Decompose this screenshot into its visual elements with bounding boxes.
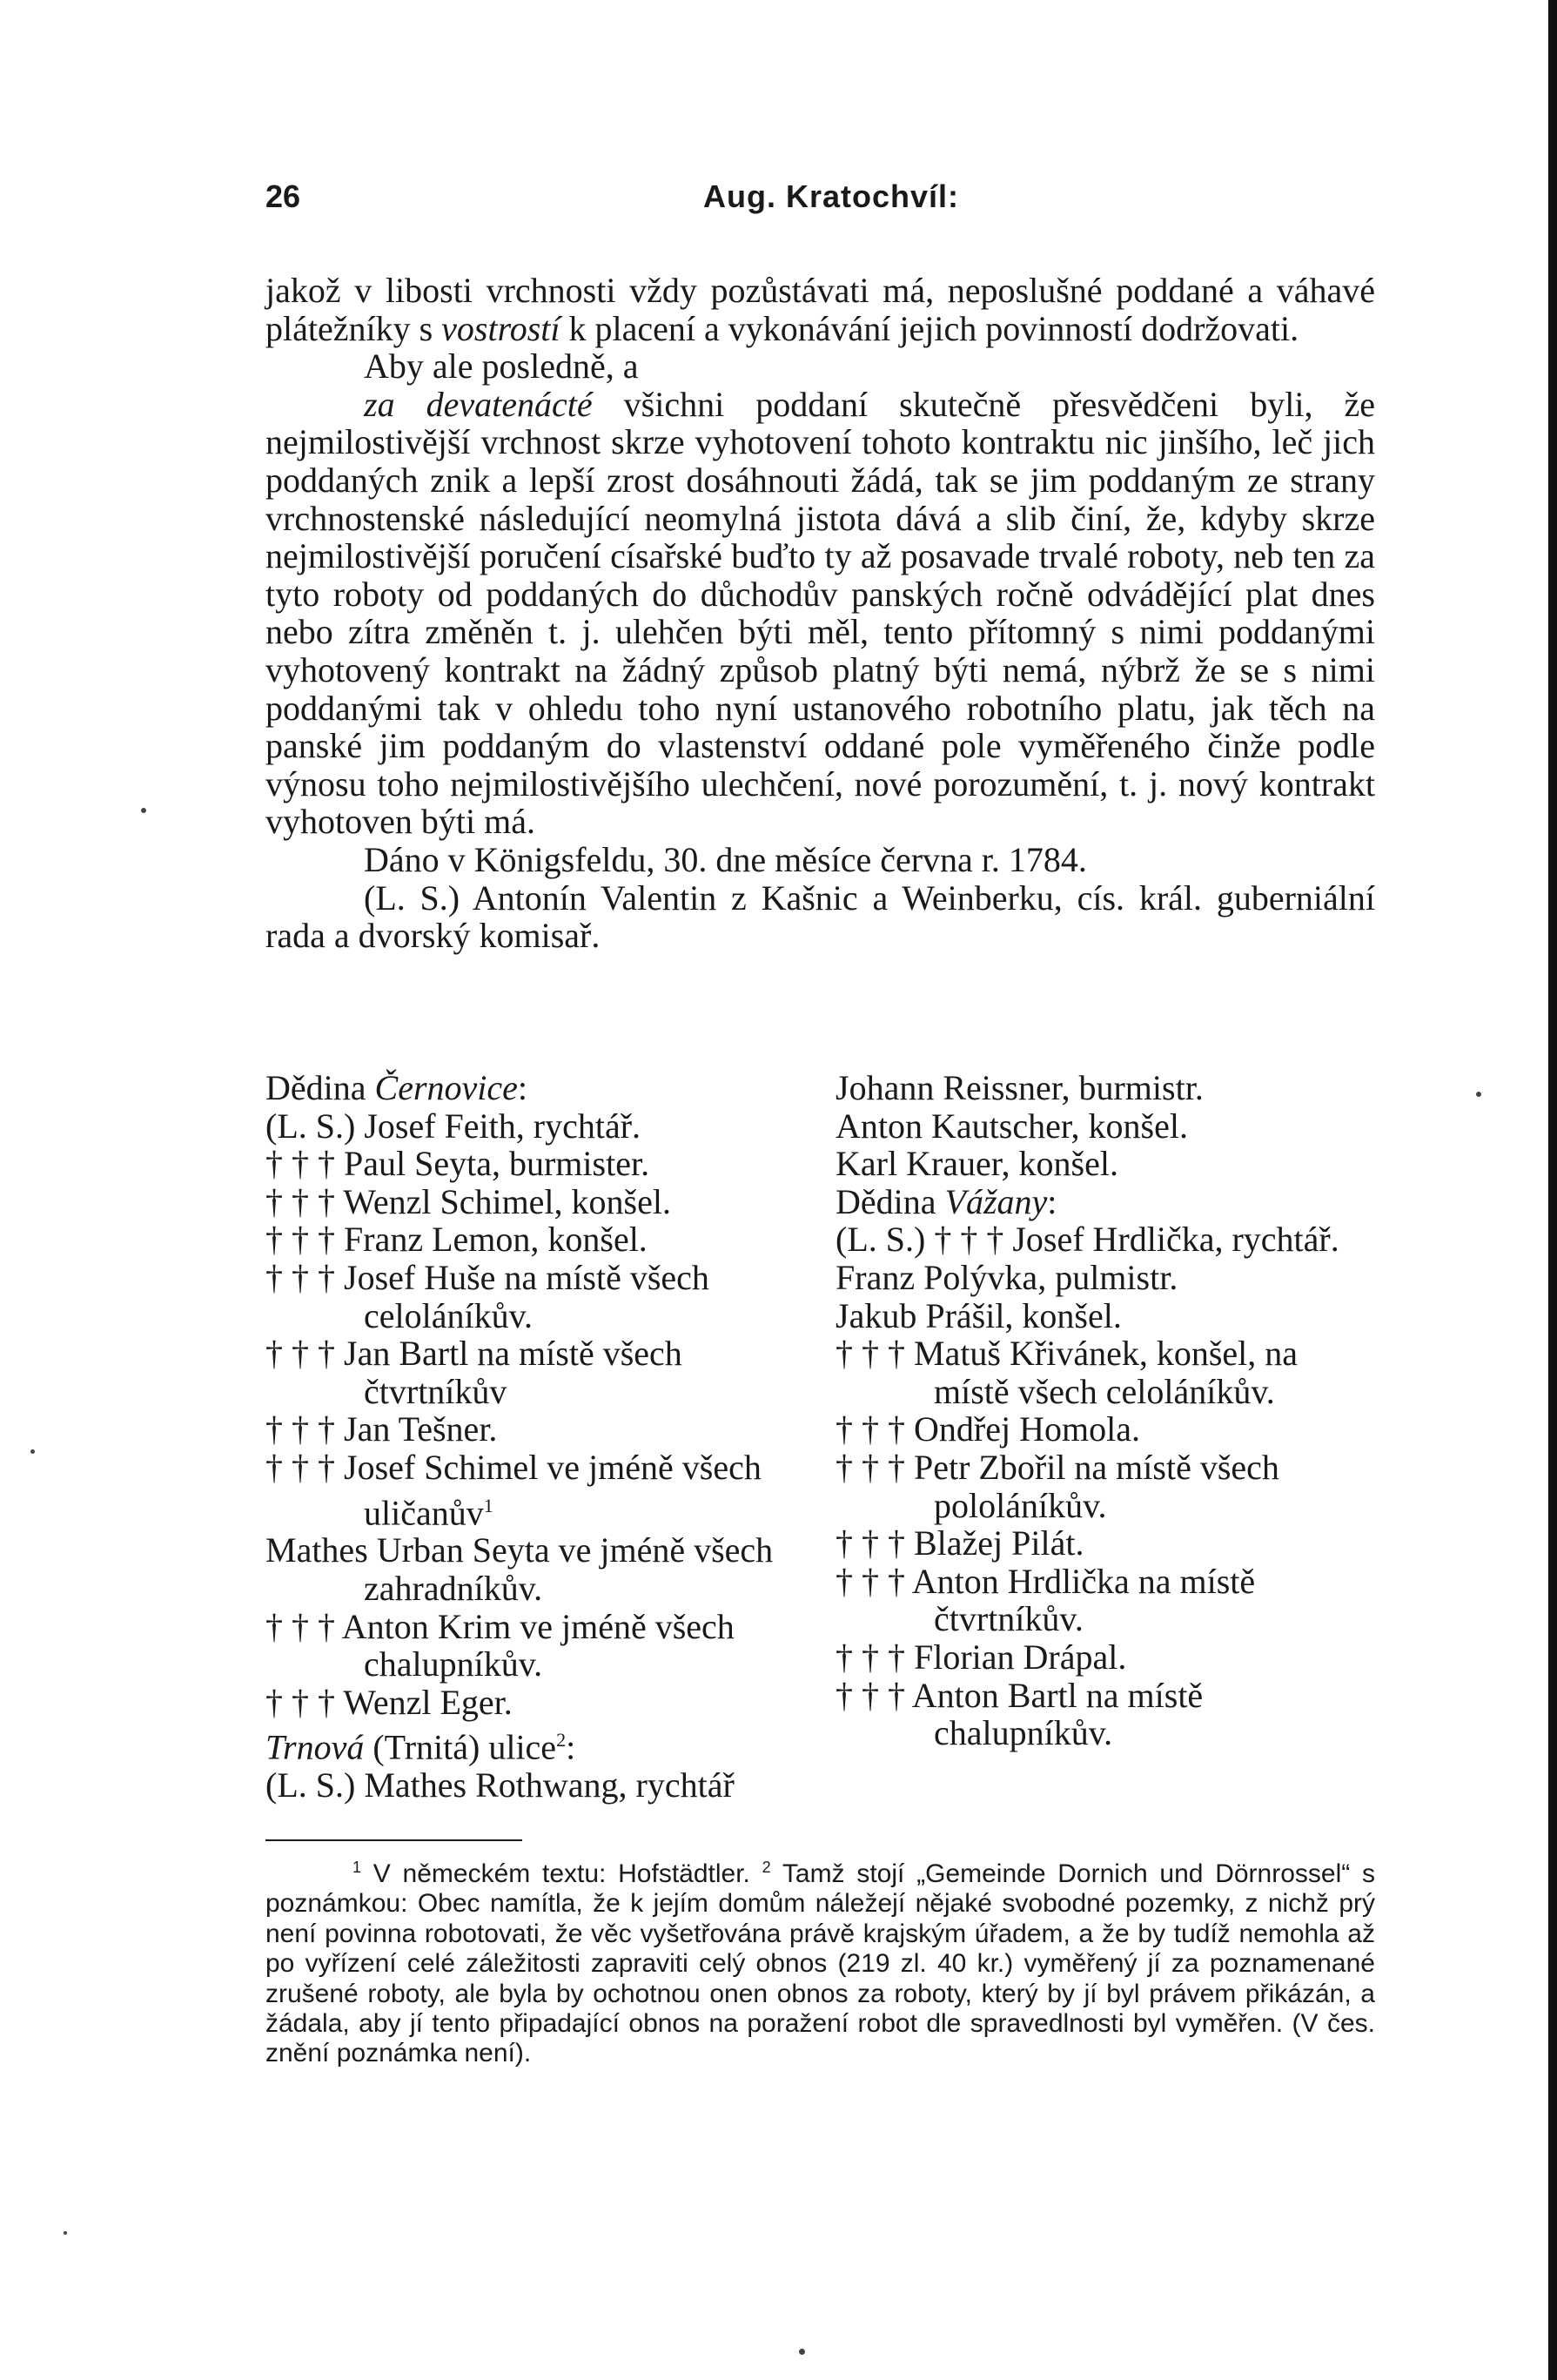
scan-speck [799, 2349, 805, 2355]
scan-speck [30, 1449, 35, 1454]
signature-columns [265, 1069, 1379, 1818]
scan-speck [1476, 1092, 1481, 1097]
signatory: † † † Florian Drápal. [836, 1637, 1127, 1677]
emphasis: vostrostí [441, 308, 560, 348]
signatory: † † † Blažej Pilát. [836, 1523, 1084, 1563]
village-heading: Dědina Černovice: [265, 1068, 528, 1107]
signatory: Karl Krauer, konšel. [836, 1144, 1118, 1184]
signatory: † † † Petr Zbořil na místě všech pololáníkův. [836, 1447, 1279, 1525]
village-heading: Dědina Vážany: [836, 1181, 1057, 1221]
footnotes [265, 1852, 1375, 2069]
paragraph: za devatenácté všichni poddaní skutečně přesvědčeni byli, že nejmilostivější vrchnost skrze vyhotovení tohoto kontraktu nic jinšího, leč jich poddaných znik a lepší zrost dosáhnouti žádá, tak se jim poddaným ze strany vrchnostenské následující neomylná jistota dává a slib činí, že, kdyby skrze nejmilostivější poručení císařské buďto ty až posavade trvalé roboty, neb ten za tyto roboty od poddaných do důchodův panských ročně odvádějící plat dnes nebo zítra změněn t. j. ulehčen býti měl, tento přítomný s nimi poddanými vyhotovený kontrakt na žádný způsob platný býti nemá, nýbrž že se s nimi poddanými tak v ohledu toho nyní ustanového robotního platu, jak těch na panské jim poddaným do vlastenství oddané pole vyměřeného činže podle výnosu toho nejmilostivějšího ulechčení, nové porozumění, t. j. nový kontrakt vyhotoven býti má. [265, 384, 1375, 842]
signatory: † † † Wenzl Eger. [265, 1682, 513, 1722]
signatory: † † † Jan Bartl na místě všech čtvrtníkův [265, 1334, 682, 1411]
footnote-text: $^1$ V německém textu: Hofstädtler. $^2$ Tamž stojí „Gemeinde Dornich und Dörnrossel“ s poznámkou: Obec namítla, že k jejím domům náležejí nějaké svobodné pozemky, z nichž prý není povinna robotovati, že věc vyšetřována právě krajským úřadem, a že by tudíž nemohla až po vyřízení celé záležitosti zapraviti celý obnos (219 zl. 40 kr.) vyměřený jí za poznamenané zrušené roboty, ale byla by ochotnou onen obnos za roboty, který by jí byl právem přikázán, a žádala, aby jí tento připadající obnos na poražení robot dle spravedlnosti byl vyměřen. (V čes. znění poznámka není). [265, 1859, 1375, 2068]
footnote-ref: 1 [483, 1494, 493, 1516]
commissioner-signature: (L. S.) Antonín Valentin z Kašnic a Weinberku, cís. král. guberniální rada a dvorský komisař. [265, 877, 1375, 956]
page-header [265, 178, 1397, 217]
signatory: † † † Anton Hrdlička na místě čtvrtníkův. [836, 1561, 1256, 1639]
scan-speck [141, 808, 146, 813]
signatory: † † † Anton Krim ve jméně všech chalupníkův. [265, 1606, 735, 1684]
scan-speck [64, 2231, 67, 2235]
footnote-ref: 2 [556, 1729, 567, 1751]
signature-column-right [836, 1069, 1379, 1752]
signatory: † † † Josef Huše na místě všech celoláníkův. [265, 1257, 709, 1335]
signatory: Jakub Prášil, konšel. [836, 1295, 1122, 1335]
signature-column-left [265, 1069, 822, 1805]
footnote-marker: 1 [352, 1859, 362, 1876]
signatory: (L. S.) † † † Josef Hrdlička, rychtář. [836, 1220, 1339, 1260]
street-heading: Trnová (Trnitá) ulice$^2$: [265, 1727, 576, 1767]
signatory: Mathes Urban Seyta ve jméně všech zahradníkův. [265, 1530, 774, 1609]
signatory: (L. S.) Josef Feith, rychtář. [265, 1106, 641, 1146]
signatory: Johann Reissner, burmistr. [836, 1068, 1204, 1107]
signatory: † † † Anton Bartl na místě chalupníkův. [836, 1675, 1204, 1753]
signatory: (L. S.) Mathes Rothwang, rychtář [265, 1765, 735, 1805]
paragraph: jakož v libosti vrchnosti vždy pozůstávati má, neposlušné poddané a váhavé plátežníky s vostrostí k placení a vykonávání jejich povinností dodržovati. [265, 271, 1375, 348]
signatory: † † † Wenzl Schimel, konšel. [265, 1181, 671, 1221]
footnote-divider [265, 1839, 522, 1841]
signatory: † † † Matuš Křivánek, konšel, na místě všech celoláníkův. [836, 1334, 1299, 1411]
emphasis: za devatenácté [364, 384, 593, 424]
footnote-marker: 2 [762, 1859, 771, 1876]
page-number: 26 [265, 178, 301, 214]
signatory: † † † Josef Schimel ve jméně všech uličanův$^1$ [265, 1447, 762, 1532]
main-text [265, 272, 1375, 955]
signatory: Anton Kautscher, konšel. [836, 1106, 1188, 1146]
signatory: † † † Jan Tešner. [265, 1409, 498, 1449]
paragraph: Aby ale posledně, a [364, 346, 639, 387]
signatory: Franz Polývka, pulmistr. [836, 1257, 1178, 1297]
signatory: † † † Ondřej Homola. [836, 1409, 1140, 1449]
running-title: Aug. Kratochvíl: [702, 178, 959, 214]
signatory: † † † Paul Seyta, burmister. [265, 1144, 650, 1184]
date-line: Dáno v Königsfeldu, 30. dne měsíce června r. 1784. [364, 839, 1087, 879]
signatory: † † † Franz Lemon, konšel. [265, 1220, 648, 1260]
